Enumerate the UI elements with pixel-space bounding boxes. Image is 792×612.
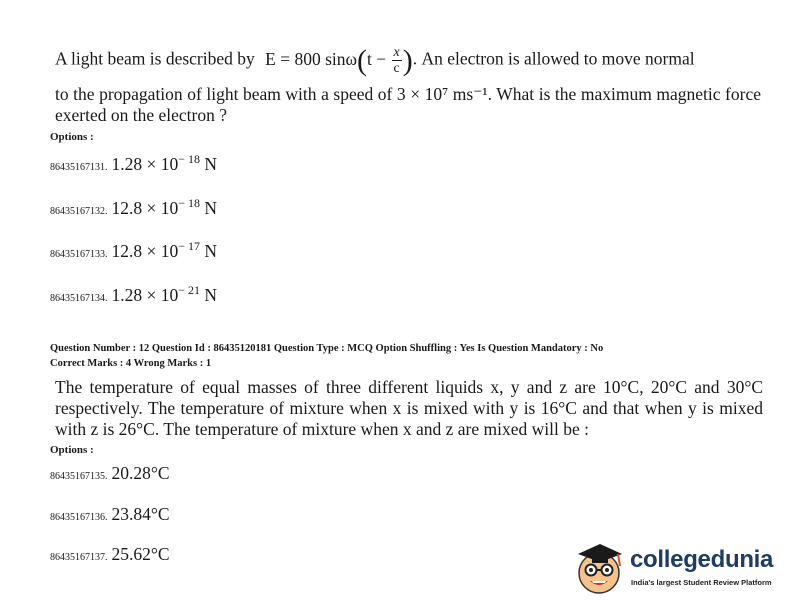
question-1-stem-line2: to the propagation of light beam with a speed of 3 × 10⁷ ms⁻¹. What is the maximum magnetic force exerted on the electron ?	[55, 84, 761, 125]
option-id: 86435167134.	[50, 292, 108, 304]
fraction-numerator: x	[393, 45, 400, 60]
option-value: $1.28 \times 10^{- 18}$ N	[111, 152, 218, 174]
equation-fraction	[392, 45, 402, 76]
question-2-stem: The temperature of equal masses of three different liquids x, y and z are 10°C, 20°C and 30°C respectively. The temperature of mixture when x is mixed with y is 16°C and that when y is mixed with z is 26°C. The temperature of mixture when x and z are mixed will be :	[55, 377, 763, 439]
option-value: $1.28 \times 10^{- 21}$ N	[111, 283, 218, 305]
question-2-option-2[interactable]	[50, 504, 170, 525]
option-value: 23.84°C	[111, 504, 170, 524]
wave-equation	[265, 43, 413, 77]
mascot-icon	[570, 540, 628, 598]
paren-open: (	[357, 43, 368, 77]
question-2-meta	[50, 341, 603, 371]
option-value: $12.8 \times 10^{- 17}$ N	[111, 239, 218, 261]
option-value: 20.28°C	[111, 463, 170, 483]
question-1-option-3[interactable]	[50, 239, 217, 262]
option-id: 86435167136.	[50, 512, 108, 523]
equation-t: t −	[367, 48, 387, 69]
option-value: $12.8 \times 10^{- 18}$ N	[111, 196, 218, 218]
option-id: 86435167137.	[50, 552, 108, 563]
question-1-option-4[interactable]	[50, 283, 217, 306]
question-2-options-label: Options :	[50, 444, 94, 456]
question-1-stem-line1	[55, 45, 765, 76]
logo-brand: collegedunia	[630, 546, 774, 573]
question-2-meta-line2: Correct Marks : 4 Wrong Marks : 1	[50, 358, 212, 369]
paren-close: )	[402, 43, 413, 77]
question-2-meta-line1: Question Number : 12 Question Id : 86435120181 Question Type : MCQ Option Shuffling : Yes Is Question Mandatory : No	[50, 343, 604, 354]
question-1-option-2[interactable]	[50, 196, 217, 219]
collegedunia-logo	[570, 540, 785, 600]
question-2-option-3[interactable]	[50, 544, 170, 565]
logo-tagline: India's largest Student Review Platform	[631, 578, 772, 587]
equation-lhs: E = 800 sinω	[265, 48, 358, 69]
question-1-stem-post: . An electron is allowed to move normal	[412, 48, 695, 69]
question-1-stem-pre: A light beam is described by	[55, 48, 255, 69]
question-2-option-1[interactable]	[50, 463, 170, 484]
option-id: 86435167132.	[50, 205, 108, 217]
option-id: 86435167135.	[50, 471, 108, 482]
question-1-options-label: Options :	[50, 131, 94, 143]
option-id: 86435167131.	[50, 161, 108, 173]
option-value: 25.62°C	[111, 544, 170, 564]
fraction-denominator: c	[393, 61, 400, 76]
option-id: 86435167133.	[50, 248, 108, 260]
question-1-option-1[interactable]	[50, 152, 217, 175]
